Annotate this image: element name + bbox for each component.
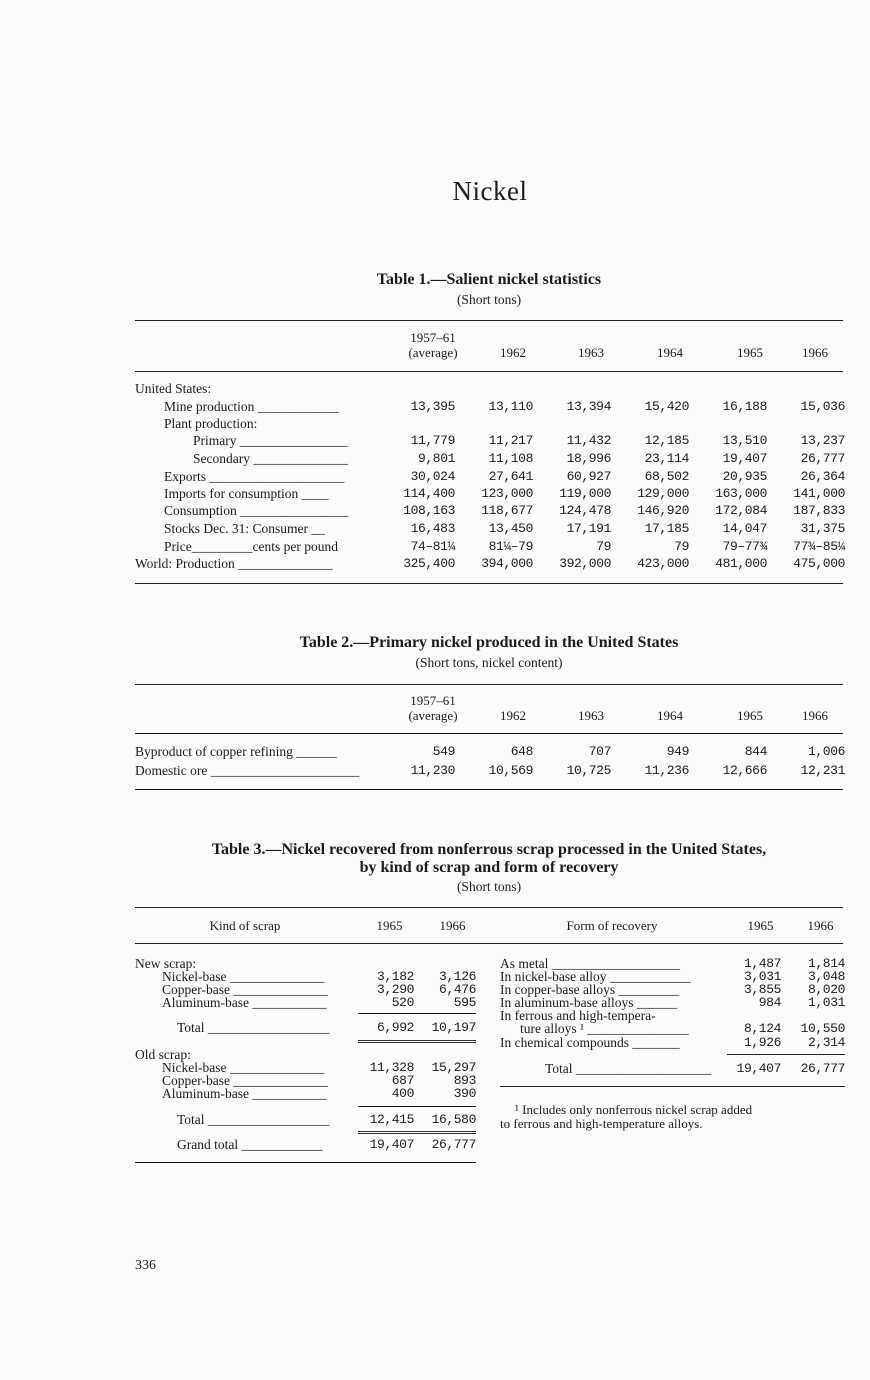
table-2-header-1962: 1962 xyxy=(500,708,526,723)
table-1-cell: 20,935 xyxy=(722,469,767,484)
table-2-cell: 11,230 xyxy=(410,763,455,778)
table-3-header-right-1966: 1966 xyxy=(807,918,834,933)
table-2-header-1966: 1966 xyxy=(802,708,828,723)
table-3-left-row-label: Total __________________ xyxy=(177,1113,330,1127)
table-3-left-cell: 893 xyxy=(453,1073,476,1088)
table-1-row-label: World: Production ______________ xyxy=(135,557,333,571)
table-3-right-row-label: In nickel-base alloy ____________ xyxy=(500,970,691,984)
table-1-cell: 17,185 xyxy=(644,521,689,536)
table-1-cell: 9,801 xyxy=(417,451,455,466)
table-1-cell: 17,191 xyxy=(566,521,611,536)
table-1-cell: 475,000 xyxy=(793,556,845,571)
table-3-right-row-label: In ferrous and high-tempera- xyxy=(500,1009,656,1023)
table-3-left-row-label: New scrap: xyxy=(135,957,197,971)
table-1-row-label: United States: xyxy=(135,382,212,396)
table-3-left-cell: 26,777 xyxy=(431,1137,476,1152)
table-1-cell: 114,400 xyxy=(403,486,455,501)
table-3-right-row-label: In chemical compounds _______ xyxy=(500,1036,680,1050)
table-1-cell: 31,375 xyxy=(800,521,845,536)
table-1-cell: 124,478 xyxy=(559,503,611,518)
table-3-right-cell: 984 xyxy=(758,995,781,1010)
table-1-cell: 15,420 xyxy=(644,399,689,414)
table-1-cell: 141,000 xyxy=(793,486,845,501)
table-2-cell: 10,725 xyxy=(566,763,611,778)
table-1-row-label: Price_________cents per pound xyxy=(164,540,338,554)
table-3-left-cell: 400 xyxy=(391,1086,414,1101)
table-1-header-avg-line1: 1957–61 xyxy=(410,330,456,345)
table-1-cell: 23,114 xyxy=(644,451,689,466)
table-1-cell: 11,779 xyxy=(410,433,455,448)
table-1-cell: 187,833 xyxy=(793,503,845,518)
table-3-left-row-label: Aluminum-base ___________ xyxy=(162,1087,327,1101)
table-1-cell: 118,677 xyxy=(481,503,533,518)
table-1-subtitle: (Short tons) xyxy=(456,292,522,307)
table-3-subtitle: (Short tons) xyxy=(456,879,522,894)
table-3-left-row-label: Grand total ____________ xyxy=(177,1138,323,1152)
table-3-left-cell: 12,415 xyxy=(369,1112,414,1127)
table-3-left-row-label: Nickel-base ______________ xyxy=(162,1061,325,1075)
table-2-bottom-rule xyxy=(135,789,843,790)
table-2-cell: 12,666 xyxy=(722,763,767,778)
table-1-cell: 26,777 xyxy=(800,451,845,466)
table-1-row-label: Mine production ____________ xyxy=(164,400,339,414)
table-3-title-line1: Table 3.—Nickel recovered from nonferrous scrap processed in the United States, xyxy=(211,841,767,858)
table-2-cell: 844 xyxy=(744,744,767,759)
table-3-left-cell: 11,328 xyxy=(369,1060,414,1075)
table-3-left-cell: 687 xyxy=(391,1073,414,1088)
table-1-cell: 13,394 xyxy=(566,399,611,414)
table-2-cell: 11,236 xyxy=(644,763,689,778)
table-3-left-row-label: Copper-base ______________ xyxy=(162,983,328,997)
table-1-header-1965: 1965 xyxy=(737,345,763,360)
table-3-right-bottom-rule xyxy=(500,1086,845,1087)
table-3-right-cell: 10,550 xyxy=(800,1021,845,1036)
table-2-header-1964: 1964 xyxy=(657,708,683,723)
table-1-cell: 108,163 xyxy=(403,503,455,518)
table-1-cell: 13,510 xyxy=(722,433,767,448)
table-1-cell: 26,364 xyxy=(800,469,845,484)
table-1-cell: 13,395 xyxy=(410,399,455,414)
table-3-footnote-line1: ¹ Includes only nonferrous nickel scrap added xyxy=(515,1102,753,1117)
table-1-cell: 79–77¾ xyxy=(722,539,767,554)
table-3-subtotal-rule xyxy=(358,1106,476,1107)
table-3-right-cell: 3,048 xyxy=(807,969,845,984)
table-3-right-cell: 8,124 xyxy=(743,1021,781,1036)
table-1-cell: 77¾–85¼ xyxy=(793,539,845,554)
table-3-right-cell: 19,407 xyxy=(736,1061,781,1076)
table-3-left-cell: 10,197 xyxy=(431,1020,476,1035)
table-3-right-subtotal-rule xyxy=(727,1054,845,1055)
table-1-cell: 325,400 xyxy=(403,556,455,571)
table-3-left-cell: 595 xyxy=(453,995,476,1010)
table-3-left-row-label: Old scrap: xyxy=(135,1048,191,1062)
table-1-top-rule xyxy=(135,320,843,321)
table-2-cell: 707 xyxy=(588,744,611,759)
table-2-header-rule xyxy=(135,733,843,734)
table-3-right-row-label: As metal ___________________ xyxy=(500,957,680,971)
table-1-row-label: Plant production: xyxy=(164,417,258,431)
table-3-header-form: Form of recovery xyxy=(566,918,658,933)
table-3-left-cell: 3,182 xyxy=(376,969,414,984)
table-1-row-label: Imports for consumption ____ xyxy=(164,487,329,501)
table-1-header-1963: 1963 xyxy=(578,345,604,360)
table-2-cell: 648 xyxy=(510,744,533,759)
table-3-left-cell: 390 xyxy=(453,1086,476,1101)
table-3-left-row-label: Copper-base ______________ xyxy=(162,1074,328,1088)
table-3-right-cell: 1,031 xyxy=(807,995,845,1010)
table-3-right-row-label: Total ____________________ xyxy=(545,1062,711,1076)
table-3-right-cell: 3,855 xyxy=(743,982,781,997)
table-2-cell: 949 xyxy=(666,744,689,759)
table-2-cell: 549 xyxy=(432,744,455,759)
table-1-cell: 394,000 xyxy=(481,556,533,571)
table-1-cell: 81¼–79 xyxy=(488,539,533,554)
table-1-row-label: Consumption ________________ xyxy=(164,504,349,518)
table-3-right-row-label: ture alloys ¹ _______________ xyxy=(520,1022,689,1036)
table-1-cell: 18,996 xyxy=(566,451,611,466)
table-1-bottom-rule xyxy=(135,583,843,584)
table-2-subtitle: (Short tons, nickel content) xyxy=(415,655,563,670)
table-3-left-row-label: Nickel-base ______________ xyxy=(162,970,325,984)
table-3-left-cell: 520 xyxy=(391,995,414,1010)
table-2-title: Table 2.—Primary nickel produced in the United States xyxy=(299,634,679,651)
table-3-left-cell: 3,126 xyxy=(438,969,476,984)
table-2-cell: 12,231 xyxy=(800,763,845,778)
table-1-cell: 163,000 xyxy=(715,486,767,501)
table-3-header-rule xyxy=(135,943,843,944)
table-3-top-rule xyxy=(135,907,843,908)
table-3-subtotal-rule xyxy=(358,1013,476,1014)
table-3-right-row-label: In copper-base alloys _________ xyxy=(500,983,680,997)
table-1-cell: 481,000 xyxy=(715,556,767,571)
table-3-right-cell: 2,314 xyxy=(807,1035,845,1050)
table-1-row-label: Exports ____________________ xyxy=(164,470,345,484)
table-1-header-1964: 1964 xyxy=(657,345,683,360)
table-3-header-kind: Kind of scrap xyxy=(209,918,281,933)
table-3-footnote-line2: to ferrous and high-temperature alloys. xyxy=(500,1116,703,1131)
table-2-header-1963: 1963 xyxy=(578,708,604,723)
table-3-left-cell: 6,476 xyxy=(438,982,476,997)
table-3-right-row-label: In aluminum-base alloys ______ xyxy=(500,996,678,1010)
page-number: 336 xyxy=(135,1258,156,1273)
table-1-header-1966: 1966 xyxy=(802,345,828,360)
table-2-row-label: Domestic ore ______________________ xyxy=(135,764,360,778)
table-1-row-label: Stocks Dec. 31: Consumer __ xyxy=(164,522,325,536)
table-1-header-1962: 1962 xyxy=(500,345,526,360)
table-1-header-rule xyxy=(135,371,843,372)
table-1-cell: 16,483 xyxy=(410,521,455,536)
table-3-right-cell: 1,814 xyxy=(807,956,845,971)
table-3-right-cell: 8,020 xyxy=(807,982,845,997)
table-1-cell: 11,108 xyxy=(488,451,533,466)
table-3-header-left-1965: 1965 xyxy=(376,918,403,933)
table-3-right-cell: 3,031 xyxy=(743,969,781,984)
table-1-cell: 172,084 xyxy=(715,503,767,518)
table-1-row-label: Secondary ______________ xyxy=(193,452,348,466)
table-2-header-1965: 1965 xyxy=(737,708,763,723)
table-1-cell: 13,237 xyxy=(800,433,845,448)
table-2-row-label: Byproduct of copper refining ______ xyxy=(135,745,337,759)
table-3-left-cell: 6,992 xyxy=(376,1020,414,1035)
table-1-cell: 15,036 xyxy=(800,399,845,414)
table-1-cell: 30,024 xyxy=(410,469,455,484)
table-3-right-cell: 1,926 xyxy=(743,1035,781,1050)
table-1-cell: 13,110 xyxy=(488,399,533,414)
table-1-cell: 13,450 xyxy=(488,521,533,536)
table-3-header-left-1966: 1966 xyxy=(439,918,466,933)
table-2-cell: 10,569 xyxy=(488,763,533,778)
table-1-cell: 14,047 xyxy=(722,521,767,536)
table-1-cell: 129,000 xyxy=(637,486,689,501)
table-1-cell: 12,185 xyxy=(644,433,689,448)
table-3-left-cell: 3,290 xyxy=(376,982,414,997)
table-1-cell: 16,188 xyxy=(722,399,767,414)
table-1-cell: 19,407 xyxy=(722,451,767,466)
table-1-cell: 74–81¼ xyxy=(410,539,455,554)
table-1-cell: 11,432 xyxy=(566,433,611,448)
table-3-right-cell: 1,487 xyxy=(743,956,781,971)
table-1-cell: 423,000 xyxy=(637,556,689,571)
table-2-header-avg-line2: (average) xyxy=(408,708,458,723)
table-3-total-double-rule xyxy=(358,1131,476,1134)
table-2-cell: 1,006 xyxy=(807,744,845,759)
table-1-cell: 392,000 xyxy=(559,556,611,571)
table-1-cell: 27,641 xyxy=(488,469,533,484)
table-3-left-cell: 16,580 xyxy=(431,1112,476,1127)
table-1-cell: 119,000 xyxy=(559,486,611,501)
table-3-left-row-label: Aluminum-base ___________ xyxy=(162,996,327,1010)
table-3-left-row-label: Total __________________ xyxy=(177,1021,330,1035)
table-2-top-rule xyxy=(135,684,843,685)
table-1-cell: 146,920 xyxy=(637,503,689,518)
table-3-title-line2: by kind of scrap and form of recovery xyxy=(359,859,619,876)
page-title: Nickel xyxy=(452,176,528,206)
table-1-cell: 79 xyxy=(674,539,689,554)
table-1-cell: 11,217 xyxy=(488,433,533,448)
table-3-header-right-1965: 1965 xyxy=(747,918,774,933)
table-1-header-avg-line2: (average) xyxy=(408,345,458,360)
table-3-left-cell: 19,407 xyxy=(369,1137,414,1152)
table-1-title: Table 1.—Salient nickel statistics xyxy=(376,271,602,288)
table-1-cell: 60,927 xyxy=(566,469,611,484)
table-1-cell: 68,502 xyxy=(644,469,689,484)
table-2-header-avg-line1: 1957–61 xyxy=(410,693,456,708)
table-1-row-label: Primary ________________ xyxy=(193,434,348,448)
table-3-right-cell: 26,777 xyxy=(800,1061,845,1076)
table-1-cell: 123,000 xyxy=(481,486,533,501)
table-3-left-cell: 15,297 xyxy=(431,1060,476,1075)
table-3-left-bottom-rule xyxy=(135,1162,476,1163)
table-1-cell: 79 xyxy=(596,539,611,554)
table-3-total-double-rule xyxy=(358,1040,476,1043)
